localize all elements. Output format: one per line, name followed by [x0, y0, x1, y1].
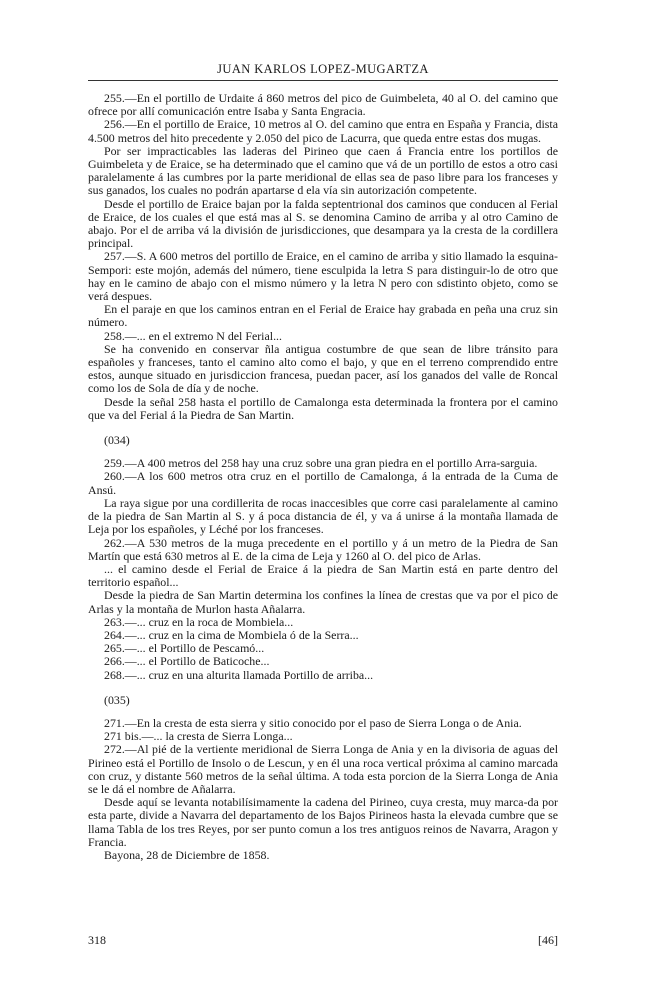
paragraph: 263.—... cruz en la roca de Mombiela... [104, 614, 294, 629]
paragraph: 259.—A 400 metros del 258 hay una cruz sobre una gran piedra en el portillo Arra-sarguia. [104, 456, 538, 471]
paragraph: Se ha convenido en conservar ñla antigua costumbre de que sean de libre tránsito para españoles y franceses, tanto el camino alto como el bajo, y que en el terreno comprendido entre estos, aunque situado en jurisdiccion francesa, puedan pacer, así los ganados del valle de Roncal como los de Sola de día y de noche. [88, 341, 558, 396]
page-number: 318 [88, 933, 106, 947]
paragraph: 258.—... en el extremo N del Ferial... [104, 328, 282, 343]
paragraph: 257.—S. A 600 metros del portillo de Eraice, en el camino de arriba y sitio llamado la esquina-Sempori: este mojón, además del número, tiene esculpida la letra S para distinguir-lo de otro que hay en le camino de abajo con el mismo número y la letra N pero con sdistinto objeto, como se verá despues. [88, 249, 558, 304]
paragraph: 268.—... cruz en una alturita llamada Portillo de arriba... [104, 667, 374, 682]
paragraph: 260.—A los 600 metros otra cruz en el portillo de Camalonga, á la entrada de la Cuma de Ansú. [88, 469, 558, 497]
body-text [88, 92, 558, 862]
paragraph: ... el camino desde el Ferial de Eraice á la piedra de San Martin está en parte dentro del territorio español... [88, 561, 558, 590]
bracket-page-number: [46] [538, 933, 558, 947]
paragraph: Desde la piedra de San Martin determina los confines la línea de crestas que va por el pico de Arlas y la montaña de Murlon hasta Añalarra. [88, 588, 558, 616]
header-rule [88, 80, 558, 81]
paragraph: Por ser impracticables las laderas del Pirineo que caen á Francia entre los portillos de Guimbeleta y de Eraice, se ha determinado que el camino que vá de un portillo de estos a otro casi paralelamente á las cumbres por la parte meridional de ellas sea de paso libre para los franceses y sus ganados, los cuales no podrán apartarse d ela vía sin autorización competente. [88, 143, 558, 198]
paragraph: 271.—En la cresta de esta sierra y sitio conocido por el paso de Sierra Longa o de Ania. [104, 715, 522, 730]
paragraph: 271 bis.—... la cresta de Sierra Longa... [104, 729, 293, 744]
paragraph: 266.—... el Portillo de Baticoche... [104, 654, 270, 669]
paragraph: Desde aquí se levanta notabilísimamente la cadena del Pirineo, cuya cresta, muy marca-da por esta parte, divide a Navarra del departamento de los Bajos Pirineos hasta la elevada cumbre que se llama Tabla de los tres Reyes, por ser punto comun a los tres antiguos reinos de Navarra, Aragon y Francia. [88, 795, 558, 849]
signature-line: Bayona, 28 de Diciembre de 1858. [104, 847, 270, 862]
paragraph: 256.—En el portillo de Eraice, 10 metros al O. del camino que entra en España y Francia, dista 4.500 metros del hito precedente y 2.050 del pico de Lacurra, que queda entre estas dos mugas. [88, 117, 558, 145]
paragraph: 262.—A 530 metros de la muga precedente en el portillo y á un metro de la Piedra de San Martín que está 630 metros al E. de la cima de Leja y 1260 al O. del pico de Arlas. [88, 535, 558, 563]
paragraph: Desde el portillo de Eraice bajan por la falda septentrional dos caminos que conducen al Ferial de Eraice, de los cuales el que está mas al S. se denomina Camino de arriba y al otro Camino de abajo. Por el de arriba vá la división de jurisdicciones, que desampara ya la cresta de la cordillera principal. [88, 196, 558, 251]
paragraph: 264.—... cruz en la cima de Mombiela ó de la Serra... [104, 627, 359, 642]
paragraph: Desde la señal 258 hasta el portillo de Camalonga esta determinada la frontera por el camino que va del Ferial á la Piedra de San Martin. [88, 394, 558, 422]
paragraph: 272.—Al pié de la vertiente meridional de Sierra Longa de Ania y en la divisoria de aguas del Pirineo está el Portillo de Insolo o de Lescun, y en él una roca vertical próxima al camino marcada con cruz, y distante 560 metros de la señal última. A toda esta porcion de la Sierra Longa de Ania se le dá el nombre de Añalarra. [88, 742, 558, 796]
paragraph: En el paraje en que los caminos entran en el Ferial de Eraice hay grabada en peña una cruz sin número. [88, 302, 558, 330]
paragraph: La raya sigue por una cordillerita de rocas inaccesibles que corre casi paralelamente al camino de la piedra de San Martin al S. y á poca distancia de él, y va á unirse á la montaña llamada de Leja por los españoles, y Léché por los franceses. [88, 495, 558, 537]
paragraph: 255.—En el portillo de Urdaite á 860 metros del pico de Guimbeleta, 40 al O. del camino que ofrece por allí comunicación entre Isaba y Santa Engracia. [88, 91, 558, 119]
section-code-035: (035) [104, 692, 130, 707]
section-code-034: (034) [104, 433, 130, 448]
paragraph: 265.—... el Portillo de Pescamó... [104, 641, 265, 656]
running-head: JUAN KARLOS LOPEZ-MUGARTZA [217, 62, 429, 76]
